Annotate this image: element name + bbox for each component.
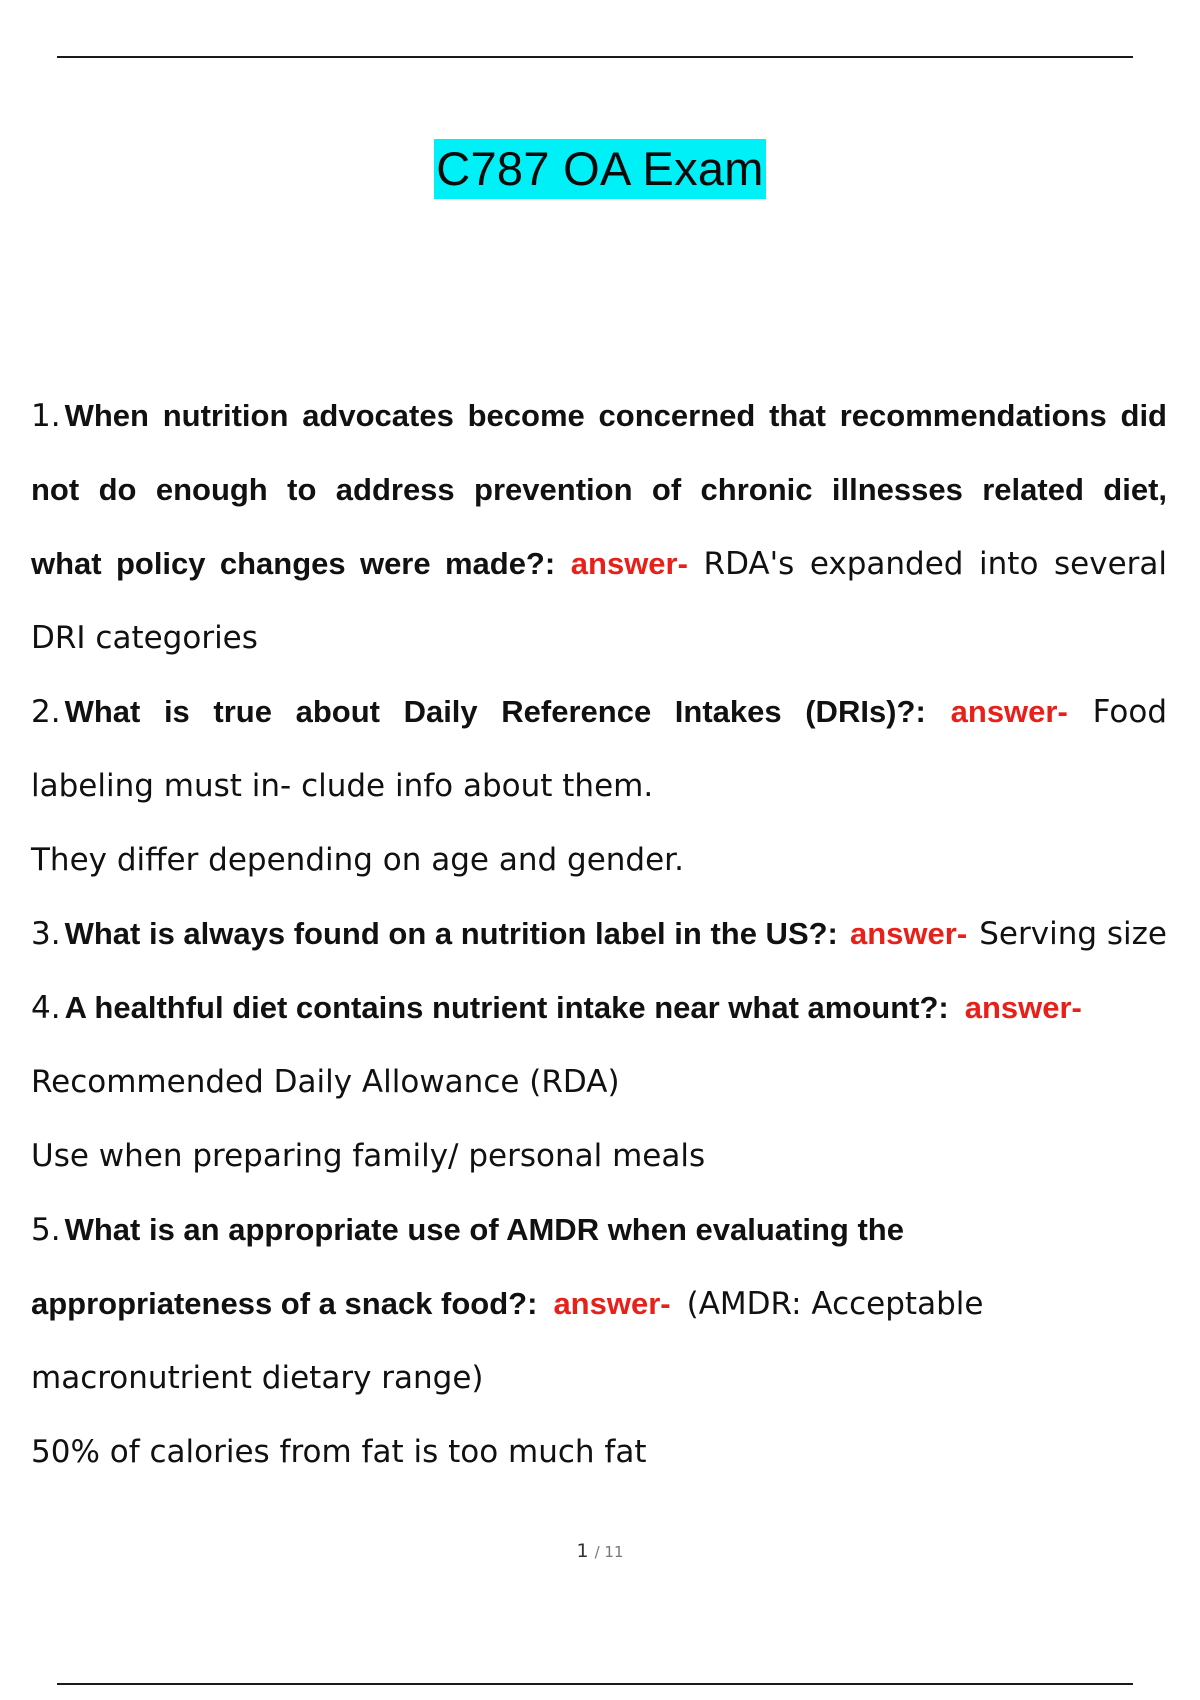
question-number: 2.	[31, 694, 61, 730]
page-total: / 11	[594, 1543, 624, 1561]
answer-text: They differ depending on age and gender.	[31, 842, 684, 878]
answer-text: RDA's expanded into several	[703, 546, 1167, 582]
question-text: A healthful diet contains nutrient intake near what amount?:	[64, 990, 949, 1025]
answer-1-line-2	[31, 618, 1167, 692]
answer-label: answer-	[964, 990, 1082, 1025]
question-3-line-1	[31, 914, 1167, 988]
answer-text: 50% of calories from fat is too much fat	[31, 1434, 647, 1470]
question-number: 3.	[31, 916, 61, 952]
answer-2-line-2	[31, 766, 1167, 840]
question-2-line-1	[31, 692, 1167, 766]
question-5-line-2	[31, 1284, 1167, 1358]
answer-text: labeling must in- clude info about them.	[31, 768, 654, 804]
answer-label: answer-	[950, 694, 1068, 729]
question-4-line-1	[31, 988, 1167, 1062]
answer-label: answer-	[849, 916, 968, 951]
question-text: What is an appropriate use of AMDR when evaluating the	[64, 1212, 904, 1247]
question-list	[31, 396, 1167, 1506]
answer-label: answer-	[553, 1286, 671, 1321]
answer-text: Food	[1092, 694, 1168, 730]
question-text: What is true about Daily Reference Intakes (DRIs)?:	[64, 694, 926, 729]
answer-label: answer-	[570, 546, 688, 581]
answer-text: Use when preparing family/ personal meals	[31, 1138, 706, 1174]
top-rule	[57, 56, 1133, 58]
answer-5-line-2	[31, 1358, 1167, 1432]
bottom-rule	[57, 1683, 1133, 1685]
question-1-line-2	[31, 470, 1167, 544]
answer-text: (AMDR: Acceptable	[686, 1286, 984, 1322]
answer-4-line-2	[31, 1136, 1167, 1210]
answer-text: Recommended Daily Allowance (RDA)	[31, 1064, 620, 1100]
answer-5-line-3	[31, 1432, 1167, 1506]
question-text: appropriateness of a snack food?:	[31, 1286, 538, 1321]
question-number: 4.	[31, 990, 61, 1026]
question-text: not do enough to address prevention of chronic illnesses related diet,	[31, 472, 1167, 507]
answer-text: macronutrient dietary range)	[31, 1360, 484, 1396]
answer-text: DRI categories	[31, 620, 258, 656]
question-1-line-3	[31, 544, 1167, 618]
question-number: 5.	[31, 1212, 61, 1248]
page-number	[0, 1540, 1200, 1562]
answer-4-line-1	[31, 1062, 1167, 1136]
question-text: When nutrition advocates become concerned that recommendations did	[64, 398, 1167, 433]
document-title: C787 OA Exam	[434, 139, 766, 199]
question-text: What is always found on a nutrition label in the US?:	[64, 916, 838, 951]
answer-text: Serving size	[979, 916, 1167, 952]
question-text: what policy changes were made?:	[31, 546, 556, 581]
question-1-line-1	[31, 396, 1167, 470]
question-5-line-1	[31, 1210, 1167, 1284]
title-block	[0, 139, 1200, 199]
answer-2-line-3	[31, 840, 1167, 914]
question-number: 1.	[31, 398, 61, 434]
page-current: 1	[576, 1540, 589, 1562]
